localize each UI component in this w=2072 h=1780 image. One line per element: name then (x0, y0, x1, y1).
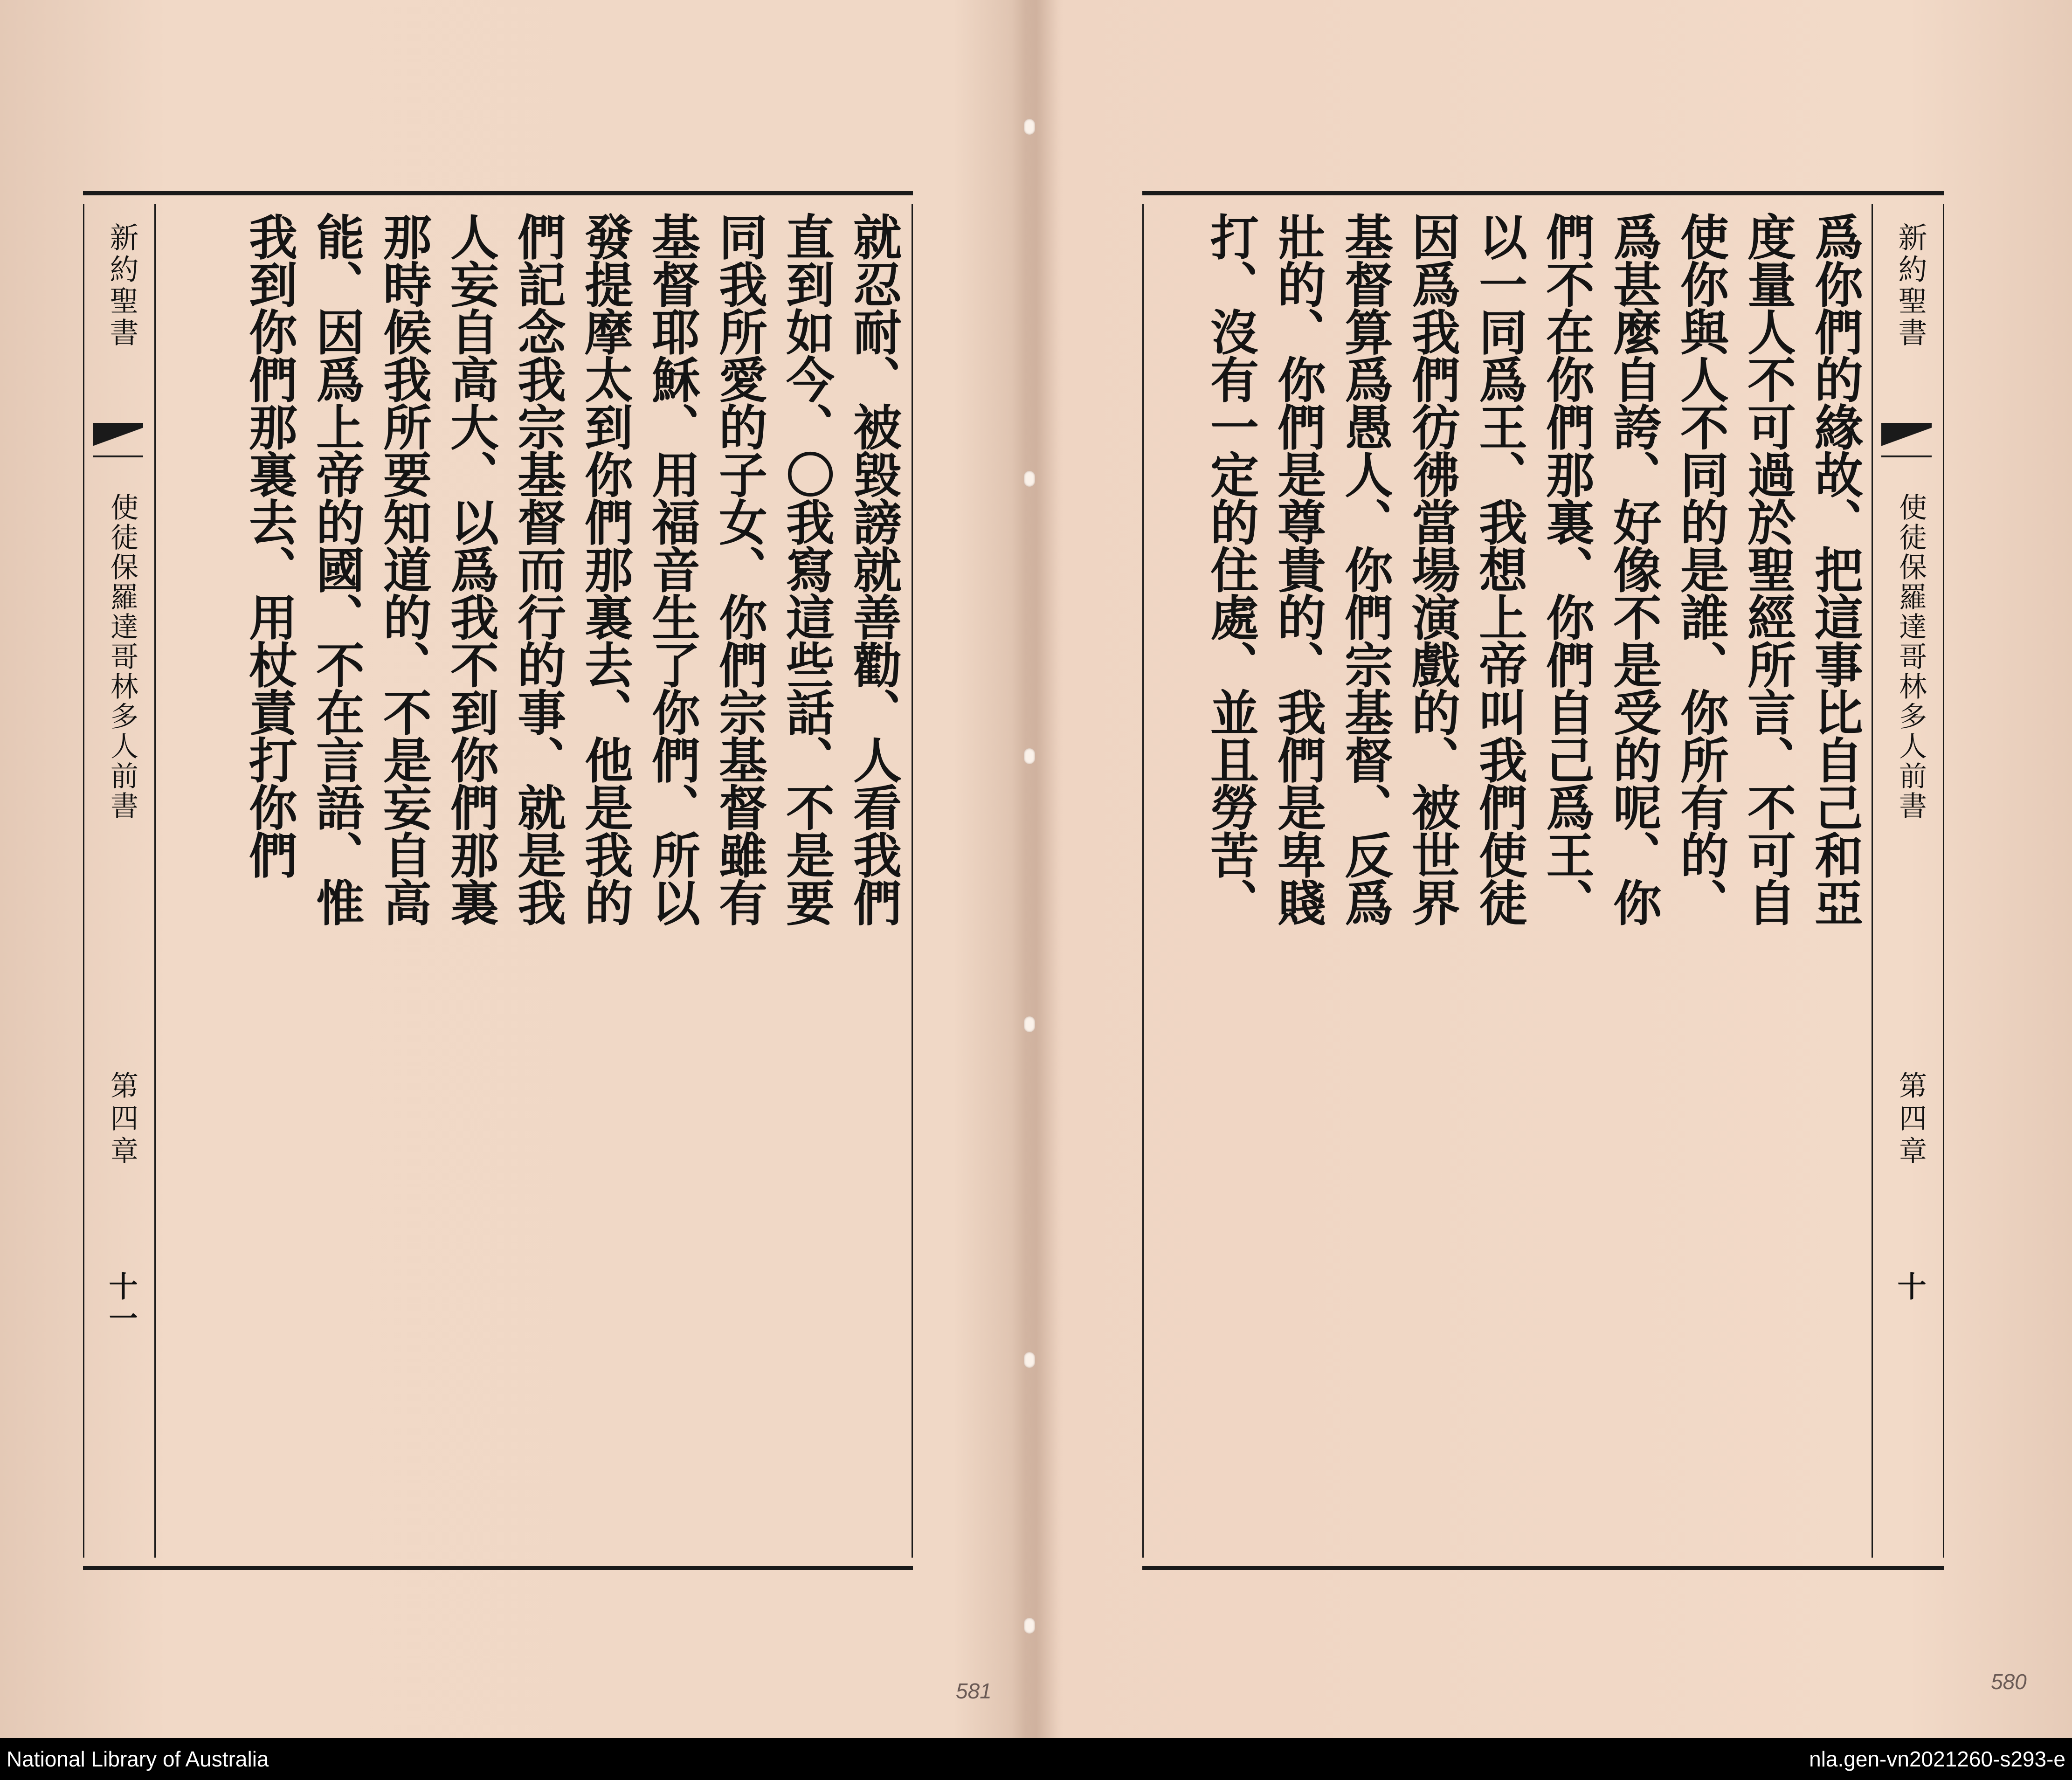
page-number: 十 (1892, 1271, 1927, 1303)
binding-hole (1024, 119, 1035, 135)
running-head-epistle: 使徒保羅達哥林多人前書 (1894, 493, 1927, 821)
text-column: 打、沒有一定的住處、並且勞苦、 (1202, 212, 1259, 925)
text-column: 就忍耐、被毀謗就善勸、人看我們 (845, 212, 902, 925)
text-column: 基督算爲愚人、你們宗基督、反爲 (1336, 212, 1393, 925)
text-column: 發提摩太到你們那裏去、他是我的 (576, 212, 633, 925)
left-page-text (159, 212, 907, 1549)
right-page-frame (1142, 204, 1944, 1558)
ornament-icon (1881, 423, 1932, 457)
left-page-frame (83, 204, 913, 1558)
binding-hole (1024, 748, 1035, 764)
running-head-book: 新約聖書 (1893, 222, 1927, 349)
text-column: 因爲我們彷彿當場演戲的、被世界 (1403, 212, 1460, 925)
text-column: 同我所愛的子女、你們宗基督雖有 (711, 212, 767, 925)
text-column: 直到如今、〇我寫這些話、不是要 (778, 212, 835, 925)
text-column: 以一同爲王、我想上帝叫我們使徒 (1471, 212, 1527, 925)
text-column: 壯的、你們是尊貴的、我們是卑賤 (1269, 212, 1326, 925)
binding-hole (1024, 1352, 1035, 1368)
right-page-header (1872, 204, 1943, 1558)
text-column: 基督耶穌、用福音生了你們、所以 (643, 212, 700, 925)
text-column: 們不在你們那裏、你們自己爲王、 (1538, 212, 1595, 925)
running-head-book: 新約聖書 (105, 222, 139, 349)
archive-footer-bar (0, 1738, 2072, 1780)
text-column: 度量人不可過於聖經所言、不可自 (1739, 212, 1796, 925)
running-head-epistle: 使徒保羅達哥林多人前書 (106, 493, 138, 821)
page-number: 十一 (104, 1271, 138, 1335)
book-gutter (1012, 0, 1063, 1738)
right-page-text (1148, 212, 1868, 1549)
pencil-folio-mark: 581 (956, 1679, 992, 1703)
text-column: 們記念我宗基督而行的事、就是我 (509, 212, 566, 925)
left-page-header (84, 204, 156, 1558)
pencil-folio-mark: 580 (1991, 1670, 2027, 1694)
text-column: 我到你們那裏去、用杖責打你們 (241, 212, 297, 878)
binding-hole (1024, 1618, 1035, 1634)
image-identifier: nla.gen-vn2021260-s293-e (1809, 1747, 2065, 1771)
right-page (1142, 191, 1944, 1570)
text-column: 那時候我所要知道的、不是妄自高 (375, 212, 432, 925)
text-column: 人妄自高大、以爲我不到你們那裏 (442, 212, 499, 925)
left-page (83, 191, 913, 1570)
running-head-chapter: 第四章 (106, 1071, 138, 1169)
binding-hole (1024, 1016, 1035, 1032)
library-credit: National Library of Australia (7, 1747, 269, 1771)
ornament-icon (93, 423, 143, 457)
text-column: 使你與人不同的是誰、你所有的、 (1672, 212, 1729, 925)
running-head-chapter: 第四章 (1894, 1071, 1927, 1169)
binding-hole (1024, 471, 1035, 487)
text-column: 能、因爲上帝的國、不在言語、惟 (308, 212, 365, 925)
text-column: 爲甚麼自誇、好像不是受的呢、你 (1605, 212, 1662, 925)
text-column: 爲你們的緣故、把這事比自己和亞 (1806, 212, 1863, 925)
